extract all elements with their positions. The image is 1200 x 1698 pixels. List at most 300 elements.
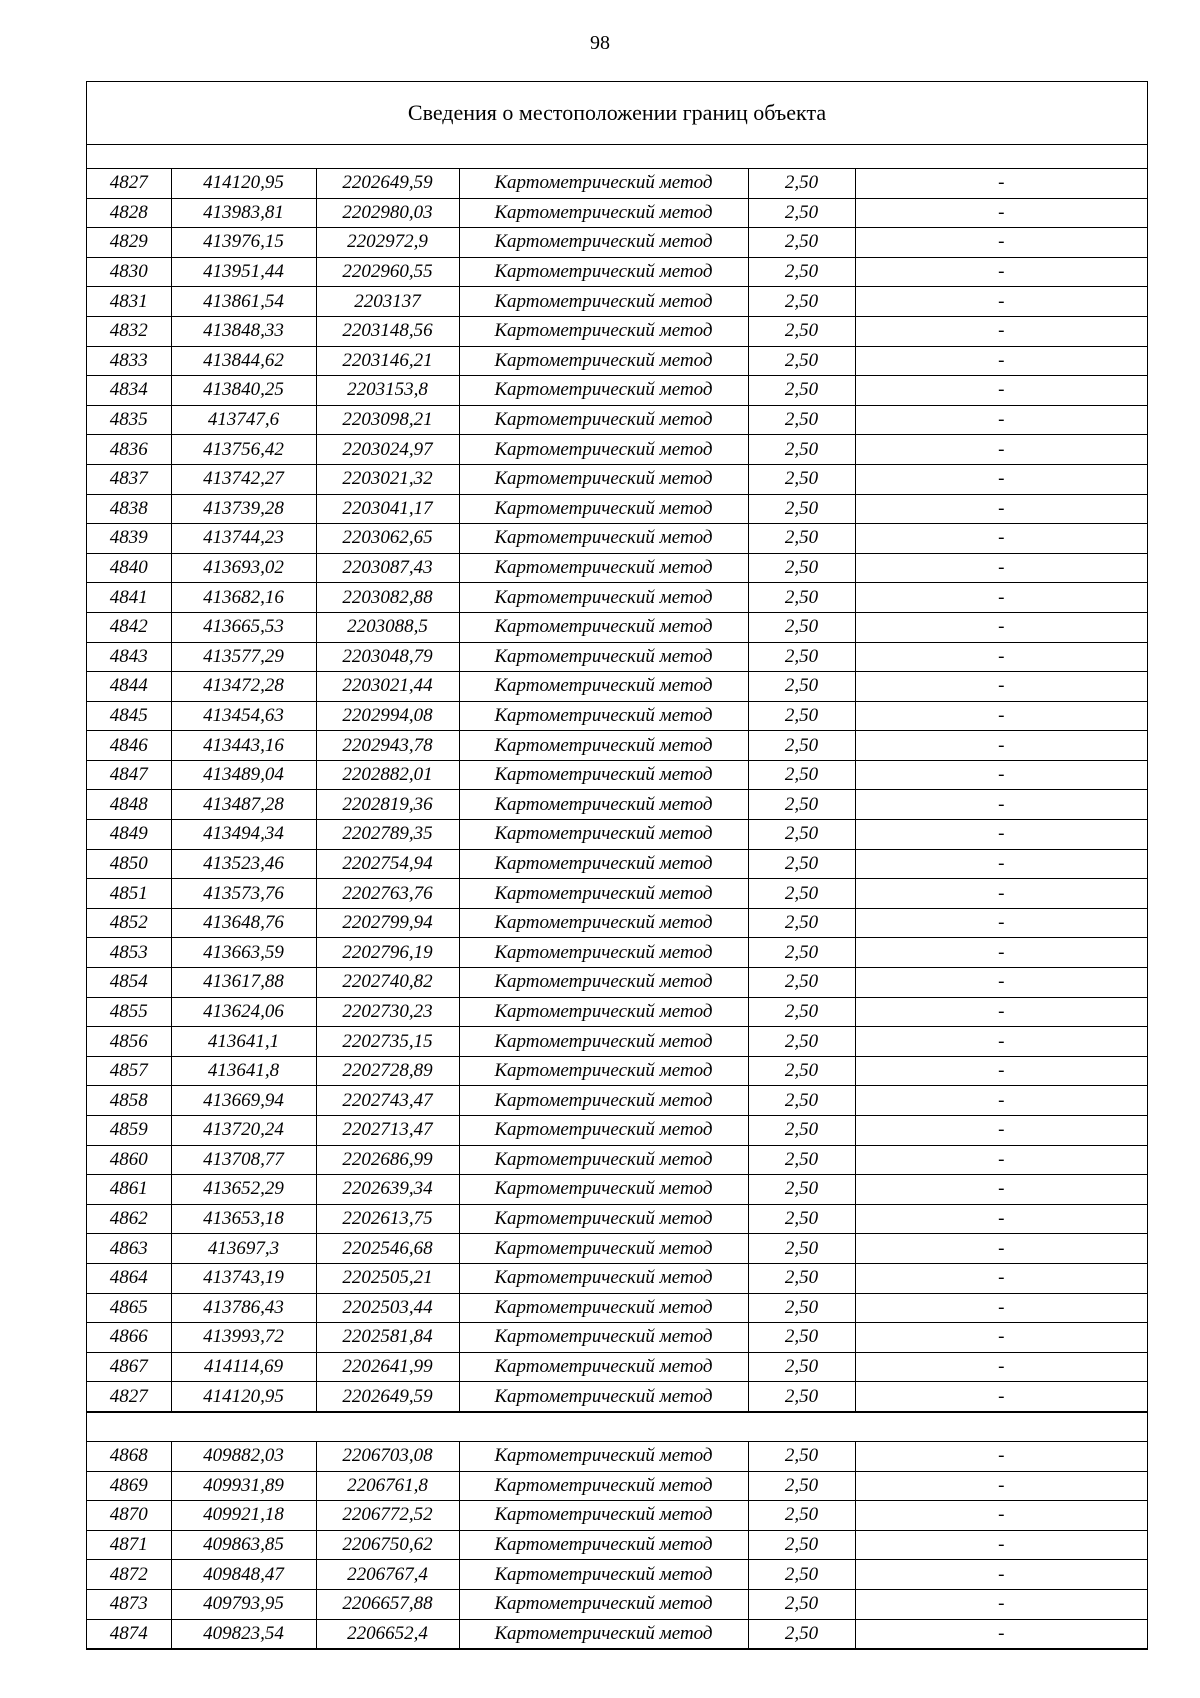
table-row (87, 1589, 1147, 1619)
description-cell: - (855, 879, 1147, 909)
method-cell: Картометрический метод (459, 553, 748, 583)
table-row (87, 672, 1147, 702)
table-title: Сведения о местоположении границ объекта (87, 82, 1147, 145)
y-coordinate-cell: 2203098,21 (316, 405, 459, 435)
description-cell: - (855, 1442, 1147, 1471)
method-cell: Картометрический метод (459, 1619, 748, 1649)
point-number-cell: 4870 (87, 1501, 171, 1531)
point-number-cell: 4832 (87, 316, 171, 346)
description-cell: - (855, 1530, 1147, 1560)
point-number-cell: 4842 (87, 612, 171, 642)
point-number-cell: 4839 (87, 524, 171, 554)
method-cell: Картометрический метод (459, 1056, 748, 1086)
accuracy-cell: 2,50 (748, 1027, 855, 1057)
point-number-cell: 4829 (87, 228, 171, 258)
method-cell: Картометрический метод (459, 228, 748, 258)
y-coordinate-cell: 2202972,9 (316, 228, 459, 258)
method-cell: Картометрический метод (459, 1263, 748, 1293)
y-coordinate-cell: 2202960,55 (316, 257, 459, 287)
point-number-cell: 4852 (87, 908, 171, 938)
table-row (87, 1442, 1147, 1471)
table-row (87, 879, 1147, 909)
description-cell: - (855, 1116, 1147, 1146)
x-coordinate-cell: 413697,3 (171, 1234, 316, 1264)
description-cell: - (855, 938, 1147, 968)
point-number-cell: 4827 (87, 169, 171, 198)
y-coordinate-cell: 2206772,52 (316, 1501, 459, 1531)
description-cell: - (855, 464, 1147, 494)
description-cell: - (855, 1501, 1147, 1531)
x-coordinate-cell: 413844,62 (171, 346, 316, 376)
table-row (87, 1560, 1147, 1590)
point-number-cell: 4866 (87, 1323, 171, 1353)
method-cell: Картометрический метод (459, 1175, 748, 1205)
x-coordinate-cell: 414120,95 (171, 169, 316, 198)
point-number-cell: 4849 (87, 820, 171, 850)
x-coordinate-cell: 409931,89 (171, 1471, 316, 1501)
x-coordinate-cell: 413641,1 (171, 1027, 316, 1057)
x-coordinate-cell: 413624,06 (171, 997, 316, 1027)
description-cell: - (855, 1471, 1147, 1501)
table-row (87, 376, 1147, 406)
point-number-cell: 4872 (87, 1560, 171, 1590)
y-coordinate-cell: 2202639,34 (316, 1175, 459, 1205)
accuracy-cell: 2,50 (748, 1056, 855, 1086)
x-coordinate-cell: 409793,95 (171, 1589, 316, 1619)
method-cell: Картометрический метод (459, 672, 748, 702)
y-coordinate-cell: 2202728,89 (316, 1056, 459, 1086)
method-cell: Картометрический метод (459, 879, 748, 909)
method-cell: Картометрический метод (459, 1530, 748, 1560)
method-cell: Картометрический метод (459, 790, 748, 820)
table-row (87, 257, 1147, 287)
method-cell: Картометрический метод (459, 1501, 748, 1531)
point-number-cell: 4847 (87, 760, 171, 790)
point-number-cell: 4859 (87, 1116, 171, 1146)
description-cell: - (855, 228, 1147, 258)
description-cell: - (855, 1323, 1147, 1353)
y-coordinate-cell: 2203082,88 (316, 583, 459, 613)
y-coordinate-cell: 2202641,99 (316, 1352, 459, 1382)
accuracy-cell: 2,50 (748, 908, 855, 938)
table-row (87, 701, 1147, 731)
y-coordinate-cell: 2202789,35 (316, 820, 459, 850)
table-row (87, 968, 1147, 998)
x-coordinate-cell: 413861,54 (171, 287, 316, 317)
accuracy-cell: 2,50 (748, 938, 855, 968)
y-coordinate-cell: 2202735,15 (316, 1027, 459, 1057)
point-number-cell: 4843 (87, 642, 171, 672)
accuracy-cell: 2,50 (748, 1323, 855, 1353)
accuracy-cell: 2,50 (748, 1589, 855, 1619)
y-coordinate-cell: 2202581,84 (316, 1323, 459, 1353)
x-coordinate-cell: 413573,76 (171, 879, 316, 909)
y-coordinate-cell: 2202943,78 (316, 731, 459, 761)
description-cell: - (855, 1234, 1147, 1264)
method-cell: Картометрический метод (459, 1145, 748, 1175)
table-row (87, 1501, 1147, 1531)
y-coordinate-cell: 2206652,4 (316, 1619, 459, 1649)
table-row (87, 228, 1147, 258)
table-row (87, 1145, 1147, 1175)
x-coordinate-cell: 413682,16 (171, 583, 316, 613)
x-coordinate-cell: 413494,34 (171, 820, 316, 850)
point-number-cell: 4867 (87, 1352, 171, 1382)
description-cell: - (855, 997, 1147, 1027)
method-cell: Картометрический метод (459, 376, 748, 406)
y-coordinate-cell: 2202819,36 (316, 790, 459, 820)
point-number-cell: 4837 (87, 464, 171, 494)
description-cell: - (855, 672, 1147, 702)
accuracy-cell: 2,50 (748, 790, 855, 820)
description-cell: - (855, 376, 1147, 406)
table-row (87, 1293, 1147, 1323)
accuracy-cell: 2,50 (748, 1204, 855, 1234)
table-row (87, 1471, 1147, 1501)
accuracy-cell: 2,50 (748, 968, 855, 998)
y-coordinate-cell: 2202980,03 (316, 198, 459, 228)
method-cell: Картометрический метод (459, 701, 748, 731)
accuracy-cell: 2,50 (748, 583, 855, 613)
y-coordinate-cell: 2203148,56 (316, 316, 459, 346)
y-coordinate-cell: 2206750,62 (316, 1530, 459, 1560)
description-cell: - (855, 968, 1147, 998)
x-coordinate-cell: 409863,85 (171, 1530, 316, 1560)
accuracy-cell: 2,50 (748, 257, 855, 287)
table-row (87, 435, 1147, 465)
description-cell: - (855, 524, 1147, 554)
description-cell: - (855, 1589, 1147, 1619)
description-cell: - (855, 642, 1147, 672)
accuracy-cell: 2,50 (748, 376, 855, 406)
x-coordinate-cell: 413840,25 (171, 376, 316, 406)
method-cell: Картометрический метод (459, 1323, 748, 1353)
description-cell: - (855, 790, 1147, 820)
description-cell: - (855, 346, 1147, 376)
method-cell: Картометрический метод (459, 1352, 748, 1382)
table-row (87, 464, 1147, 494)
method-cell: Картометрический метод (459, 1589, 748, 1619)
method-cell: Картометрический метод (459, 1086, 748, 1116)
table-row (87, 997, 1147, 1027)
x-coordinate-cell: 413720,24 (171, 1116, 316, 1146)
x-coordinate-cell: 413577,29 (171, 642, 316, 672)
y-coordinate-cell: 2203048,79 (316, 642, 459, 672)
accuracy-cell: 2,50 (748, 494, 855, 524)
point-number-cell: 4848 (87, 790, 171, 820)
x-coordinate-cell: 413652,29 (171, 1175, 316, 1205)
accuracy-cell: 2,50 (748, 879, 855, 909)
point-number-cell: 4846 (87, 731, 171, 761)
y-coordinate-cell: 2202686,99 (316, 1145, 459, 1175)
table-row (87, 938, 1147, 968)
x-coordinate-cell: 413951,44 (171, 257, 316, 287)
description-cell: - (855, 1056, 1147, 1086)
description-cell: - (855, 731, 1147, 761)
boundary-table-sheet (86, 81, 1148, 1650)
method-cell: Картометрический метод (459, 346, 748, 376)
y-coordinate-cell: 2206761,8 (316, 1471, 459, 1501)
y-coordinate-cell: 2202613,75 (316, 1204, 459, 1234)
description-cell: - (855, 701, 1147, 731)
description-cell: - (855, 1352, 1147, 1382)
accuracy-cell: 2,50 (748, 1175, 855, 1205)
x-coordinate-cell: 413976,15 (171, 228, 316, 258)
accuracy-cell: 2,50 (748, 1293, 855, 1323)
point-number-cell: 4869 (87, 1471, 171, 1501)
method-cell: Картометрический метод (459, 583, 748, 613)
point-number-cell: 4873 (87, 1589, 171, 1619)
method-cell: Картометрический метод (459, 1027, 748, 1057)
table-row (87, 1027, 1147, 1057)
y-coordinate-cell: 2203087,43 (316, 553, 459, 583)
method-cell: Картометрический метод (459, 1442, 748, 1471)
x-coordinate-cell: 413742,27 (171, 464, 316, 494)
method-cell: Картометрический метод (459, 997, 748, 1027)
accuracy-cell: 2,50 (748, 553, 855, 583)
description-cell: - (855, 1293, 1147, 1323)
table-row (87, 1204, 1147, 1234)
table-row (87, 1352, 1147, 1382)
description-cell: - (855, 849, 1147, 879)
y-coordinate-cell: 2206657,88 (316, 1589, 459, 1619)
method-cell: Картометрический метод (459, 612, 748, 642)
point-number-cell: 4868 (87, 1442, 171, 1471)
y-coordinate-cell: 2203021,32 (316, 464, 459, 494)
x-coordinate-cell: 414114,69 (171, 1352, 316, 1382)
accuracy-cell: 2,50 (748, 1471, 855, 1501)
x-coordinate-cell: 413744,23 (171, 524, 316, 554)
accuracy-cell: 2,50 (748, 464, 855, 494)
accuracy-cell: 2,50 (748, 1263, 855, 1293)
method-cell: Картометрический метод (459, 524, 748, 554)
description-cell: - (855, 583, 1147, 613)
accuracy-cell: 2,50 (748, 1619, 855, 1649)
method-cell: Картометрический метод (459, 435, 748, 465)
coordinates-table-block-2 (87, 1442, 1147, 1649)
accuracy-cell: 2,50 (748, 435, 855, 465)
accuracy-cell: 2,50 (748, 1442, 855, 1471)
y-coordinate-cell: 2202763,76 (316, 879, 459, 909)
table-row (87, 908, 1147, 938)
method-cell: Картометрический метод (459, 820, 748, 850)
description-cell: - (855, 494, 1147, 524)
accuracy-cell: 2,50 (748, 672, 855, 702)
method-cell: Картометрический метод (459, 642, 748, 672)
accuracy-cell: 2,50 (748, 1086, 855, 1116)
description-cell: - (855, 612, 1147, 642)
point-number-cell: 4831 (87, 287, 171, 317)
point-number-cell: 4840 (87, 553, 171, 583)
y-coordinate-cell: 2202740,82 (316, 968, 459, 998)
accuracy-cell: 2,50 (748, 1234, 855, 1264)
point-number-cell: 4871 (87, 1530, 171, 1560)
description-cell: - (855, 553, 1147, 583)
table-row (87, 553, 1147, 583)
description-cell: - (855, 908, 1147, 938)
x-coordinate-cell: 413641,8 (171, 1056, 316, 1086)
table-row (87, 405, 1147, 435)
point-number-cell: 4864 (87, 1263, 171, 1293)
method-cell: Картометрический метод (459, 494, 748, 524)
description-cell: - (855, 1027, 1147, 1057)
y-coordinate-cell: 2203088,5 (316, 612, 459, 642)
description-cell: - (855, 287, 1147, 317)
x-coordinate-cell: 413443,16 (171, 731, 316, 761)
table-row (87, 494, 1147, 524)
y-coordinate-cell: 2202994,08 (316, 701, 459, 731)
accuracy-cell: 2,50 (748, 228, 855, 258)
y-coordinate-cell: 2202754,94 (316, 849, 459, 879)
accuracy-cell: 2,50 (748, 1145, 855, 1175)
table-row (87, 1263, 1147, 1293)
x-coordinate-cell: 413743,19 (171, 1263, 316, 1293)
accuracy-cell: 2,50 (748, 169, 855, 198)
description-cell: - (855, 198, 1147, 228)
y-coordinate-cell: 2202799,94 (316, 908, 459, 938)
y-coordinate-cell: 2203021,44 (316, 672, 459, 702)
y-coordinate-cell: 2206767,4 (316, 1560, 459, 1590)
point-number-cell: 4851 (87, 879, 171, 909)
x-coordinate-cell: 413487,28 (171, 790, 316, 820)
accuracy-cell: 2,50 (748, 524, 855, 554)
accuracy-cell: 2,50 (748, 316, 855, 346)
method-cell: Картометрический метод (459, 257, 748, 287)
description-cell: - (855, 405, 1147, 435)
method-cell: Картометрический метод (459, 1560, 748, 1590)
point-number-cell: 4827 (87, 1382, 171, 1412)
x-coordinate-cell: 413993,72 (171, 1323, 316, 1353)
x-coordinate-cell: 413454,63 (171, 701, 316, 731)
accuracy-cell: 2,50 (748, 405, 855, 435)
y-coordinate-cell: 2202796,19 (316, 938, 459, 968)
y-coordinate-cell: 2203024,97 (316, 435, 459, 465)
point-number-cell: 4830 (87, 257, 171, 287)
description-cell: - (855, 435, 1147, 465)
accuracy-cell: 2,50 (748, 731, 855, 761)
table-row (87, 346, 1147, 376)
accuracy-cell: 2,50 (748, 820, 855, 850)
point-number-cell: 4865 (87, 1293, 171, 1323)
accuracy-cell: 2,50 (748, 287, 855, 317)
point-number-cell: 4836 (87, 435, 171, 465)
method-cell: Картометрический метод (459, 464, 748, 494)
point-number-cell: 4857 (87, 1056, 171, 1086)
accuracy-cell: 2,50 (748, 701, 855, 731)
table-row (87, 1086, 1147, 1116)
table-row (87, 524, 1147, 554)
point-number-cell: 4858 (87, 1086, 171, 1116)
x-coordinate-cell: 413653,18 (171, 1204, 316, 1234)
table-row (87, 287, 1147, 317)
table-header-spacer (87, 145, 1147, 169)
point-number-cell: 4835 (87, 405, 171, 435)
table-row (87, 1116, 1147, 1146)
point-number-cell: 4845 (87, 701, 171, 731)
accuracy-cell: 2,50 (748, 1530, 855, 1560)
point-number-cell: 4861 (87, 1175, 171, 1205)
table-row (87, 198, 1147, 228)
method-cell: Картометрический метод (459, 908, 748, 938)
description-cell: - (855, 760, 1147, 790)
table-row (87, 1382, 1147, 1412)
description-cell: - (855, 1560, 1147, 1590)
x-coordinate-cell: 413617,88 (171, 968, 316, 998)
x-coordinate-cell: 413489,04 (171, 760, 316, 790)
method-cell: Картометрический метод (459, 169, 748, 198)
table-row (87, 612, 1147, 642)
y-coordinate-cell: 2202649,59 (316, 1382, 459, 1412)
method-cell: Картометрический метод (459, 405, 748, 435)
description-cell: - (855, 1263, 1147, 1293)
description-cell: - (855, 1086, 1147, 1116)
y-coordinate-cell: 2202503,44 (316, 1293, 459, 1323)
description-cell: - (855, 1145, 1147, 1175)
table-row (87, 316, 1147, 346)
coordinates-table-block-1 (87, 169, 1147, 1412)
accuracy-cell: 2,50 (748, 346, 855, 376)
x-coordinate-cell: 413523,46 (171, 849, 316, 879)
table-row (87, 1530, 1147, 1560)
description-cell: - (855, 1175, 1147, 1205)
x-coordinate-cell: 409823,54 (171, 1619, 316, 1649)
y-coordinate-cell: 2202730,23 (316, 997, 459, 1027)
table-row (87, 642, 1147, 672)
accuracy-cell: 2,50 (748, 1560, 855, 1590)
x-coordinate-cell: 413756,42 (171, 435, 316, 465)
table-row (87, 583, 1147, 613)
method-cell: Картометрический метод (459, 938, 748, 968)
method-cell: Картометрический метод (459, 1293, 748, 1323)
method-cell: Картометрический метод (459, 1234, 748, 1264)
contour-separator (87, 1412, 1147, 1442)
accuracy-cell: 2,50 (748, 612, 855, 642)
x-coordinate-cell: 414120,95 (171, 1382, 316, 1412)
accuracy-cell: 2,50 (748, 997, 855, 1027)
page-number: 98 (590, 32, 610, 54)
description-cell: - (855, 1619, 1147, 1649)
point-number-cell: 4841 (87, 583, 171, 613)
y-coordinate-cell: 2203137 (316, 287, 459, 317)
point-number-cell: 4828 (87, 198, 171, 228)
x-coordinate-cell: 413747,6 (171, 405, 316, 435)
point-number-cell: 4850 (87, 849, 171, 879)
method-cell: Картометрический метод (459, 760, 748, 790)
y-coordinate-cell: 2202882,01 (316, 760, 459, 790)
method-cell: Картометрический метод (459, 968, 748, 998)
x-coordinate-cell: 413739,28 (171, 494, 316, 524)
point-number-cell: 4863 (87, 1234, 171, 1264)
accuracy-cell: 2,50 (748, 1116, 855, 1146)
table-row (87, 820, 1147, 850)
accuracy-cell: 2,50 (748, 642, 855, 672)
y-coordinate-cell: 2202505,21 (316, 1263, 459, 1293)
method-cell: Картометрический метод (459, 287, 748, 317)
table-row (87, 1619, 1147, 1649)
x-coordinate-cell: 413472,28 (171, 672, 316, 702)
y-coordinate-cell: 2203041,17 (316, 494, 459, 524)
method-cell: Картометрический метод (459, 1204, 748, 1234)
point-number-cell: 4834 (87, 376, 171, 406)
description-cell: - (855, 1382, 1147, 1412)
x-coordinate-cell: 409848,47 (171, 1560, 316, 1590)
y-coordinate-cell: 2206703,08 (316, 1442, 459, 1471)
table-row (87, 1175, 1147, 1205)
accuracy-cell: 2,50 (748, 849, 855, 879)
x-coordinate-cell: 413708,77 (171, 1145, 316, 1175)
point-number-cell: 4854 (87, 968, 171, 998)
description-cell: - (855, 316, 1147, 346)
